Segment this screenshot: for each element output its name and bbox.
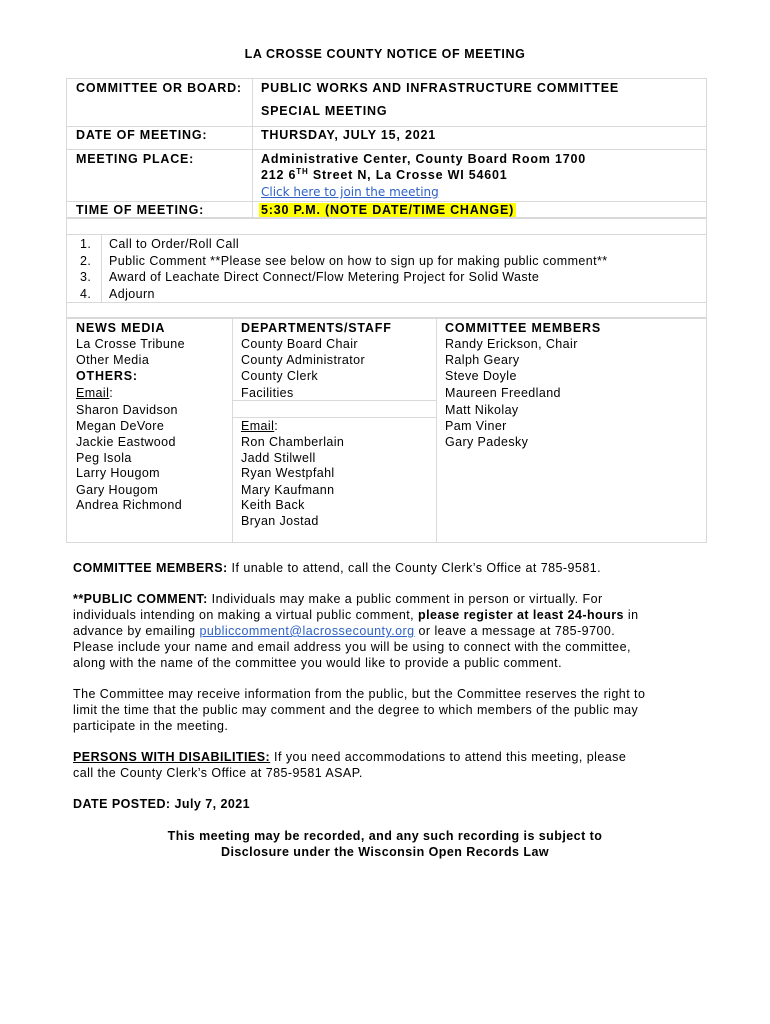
committee-rights-line: The Committee may receive information from the public, but the Committee reserves the right to	[73, 687, 646, 701]
place-line2	[261, 167, 508, 183]
dept-email-item: Ryan Westpfahl	[241, 466, 335, 480]
disabilities-text: If you need accommodations to attend this meeting, please	[270, 750, 627, 764]
committee-rights-note	[73, 686, 698, 734]
dept-email-item: Mary Kaufmann	[241, 483, 335, 497]
public-comment-note	[73, 591, 698, 671]
department-item: County Board Chair	[241, 337, 358, 351]
header-table-rule	[66, 149, 707, 150]
department-item: County Administrator	[241, 353, 366, 367]
disabilities-label: PERSONS WITH DISABILITIES:	[73, 750, 271, 764]
time-value	[259, 202, 516, 218]
public-comment-line	[73, 607, 698, 623]
agenda-num: 3.	[80, 270, 92, 284]
others-item: Larry Hougom	[76, 466, 160, 480]
agenda-item: Public Comment **Please see below on how to sign up for making public comment**	[109, 254, 608, 268]
header-table-divider	[252, 78, 253, 218]
public-comment-text: in	[623, 608, 639, 622]
distribution-divider	[436, 318, 437, 543]
agenda-divider	[101, 234, 102, 302]
place-street-number: 212 6	[261, 168, 297, 182]
news-media-item: La Crosse Tribune	[76, 337, 185, 351]
member-item: Maureen Freedland	[445, 386, 561, 400]
others-item: Andrea Richmond	[76, 498, 183, 512]
public-comment-text: advance by emailing	[73, 624, 200, 638]
members-heading: COMMITTEE MEMBERS	[445, 321, 601, 335]
others-item: Jackie Eastwood	[76, 435, 176, 449]
date-value: THURSDAY, JULY 15, 2021	[261, 128, 436, 142]
department-item: County Clerk	[241, 369, 319, 383]
dept-email-item: Keith Back	[241, 498, 305, 512]
others-heading: OTHERS:	[76, 369, 138, 383]
time-value-highlight: 5:30 P.M. (NOTE DATE/TIME CHANGE)	[261, 203, 515, 217]
others-item: Peg Isola	[76, 451, 132, 465]
department-item: Facilities	[241, 386, 294, 400]
others-item: Gary Hougom	[76, 483, 159, 497]
recording-notice	[60, 828, 710, 860]
others-item: Sharon Davidson	[76, 403, 178, 417]
committee-members-note-text: If unable to attend, call the County Clerk’s Office at 785-9581.	[227, 561, 602, 575]
dept-email-item: Ron Chamberlain	[241, 435, 345, 449]
public-comment-line	[73, 591, 698, 607]
public-comment-line: Please include your name and email address you will be using to connect with the committee,	[73, 640, 631, 654]
dept-email-label	[241, 418, 278, 434]
public-comment-email-link[interactable]: publiccomment@lacrossecounty.org	[199, 624, 415, 638]
public-comment-line: along with the name of the committee you would like to provide a public comment.	[73, 656, 563, 670]
agenda-num: 1.	[80, 237, 92, 251]
recording-notice-line: Disclosure under the Wisconsin Open Records Law	[220, 845, 550, 859]
departments-heading: DEPARTMENTS/STAFF	[241, 321, 392, 335]
news-media-heading: NEWS MEDIA	[76, 321, 166, 335]
agenda-rule	[66, 234, 707, 235]
email-label: Email	[241, 419, 275, 433]
committee-rights-line: participate in the meeting.	[73, 719, 229, 733]
member-item: Pam Viner	[445, 419, 507, 433]
agenda-rule	[66, 302, 707, 303]
disabilities-line: call the County Clerk’s Office at 785-9581 ASAP.	[73, 766, 363, 780]
public-comment-text: Individuals may make a public comment in person or virtually. For	[207, 592, 603, 606]
public-comment-text: individuals intending on making a virtual public comment,	[73, 608, 419, 622]
disabilities-note	[73, 749, 698, 781]
dept-email-item: Jadd Stilwell	[241, 451, 316, 465]
committee-rights-line: limit the time that the public may comment and the degree to which members of the public may	[73, 703, 639, 717]
agenda-num: 2.	[80, 254, 92, 268]
disabilities-line	[73, 749, 698, 765]
email-colon: :	[274, 419, 279, 433]
place-label: MEETING PLACE:	[76, 152, 195, 166]
member-item: Matt Nikolay	[445, 403, 519, 417]
recording-notice-line: This meeting may be recorded, and any such recording is subject to	[167, 829, 603, 843]
place-line1: Administrative Center, County Board Room 1700	[261, 152, 586, 166]
time-label: TIME OF MEETING:	[76, 203, 205, 217]
public-comment-label: **PUBLIC COMMENT:	[73, 592, 208, 606]
date-posted: DATE POSTED: July 7, 2021	[73, 797, 251, 811]
public-comment-line	[73, 623, 698, 639]
email-label: Email	[76, 386, 110, 400]
agenda-num: 4.	[80, 287, 92, 301]
register-emphasis: please register at least 24-hours	[418, 608, 624, 622]
place-street-sup: TH	[296, 166, 309, 176]
committee-members-note-label: COMMITTEE MEMBERS:	[73, 561, 228, 575]
dept-email-item: Bryan Jostad	[241, 514, 319, 528]
member-item: Gary Padesky	[445, 435, 529, 449]
agenda-item: Adjourn	[109, 287, 155, 301]
member-item: Steve Doyle	[445, 369, 517, 383]
committee-label: COMMITTEE OR BOARD:	[76, 81, 242, 95]
distribution-divider	[232, 318, 233, 543]
others-email-label	[76, 385, 113, 401]
member-item: Ralph Geary	[445, 353, 520, 367]
date-label: DATE OF MEETING:	[76, 128, 208, 142]
news-media-item: Other Media	[76, 353, 150, 367]
member-item: Randy Erickson, Chair	[445, 337, 578, 351]
others-item: Megan DeVore	[76, 419, 165, 433]
committee-value: PUBLIC WORKS AND INFRASTRUCTURE COMMITTEE	[261, 81, 620, 95]
agenda-item: Call to Order/Roll Call	[109, 237, 240, 251]
email-colon: :	[109, 386, 114, 400]
public-comment-text: or leave a message at 785-9700.	[414, 624, 616, 638]
committee-members-note	[73, 560, 698, 576]
notice-title: LA CROSSE COUNTY NOTICE OF MEETING	[244, 47, 526, 61]
committee-value-line2: SPECIAL MEETING	[261, 104, 388, 118]
join-meeting-link[interactable]: Click here to join the meeting	[261, 185, 439, 199]
agenda-item: Award of Leachate Direct Connect/Flow Metering Project for Solid Waste	[109, 270, 540, 284]
place-street-rest: Street N, La Crosse WI 54601	[308, 168, 508, 182]
